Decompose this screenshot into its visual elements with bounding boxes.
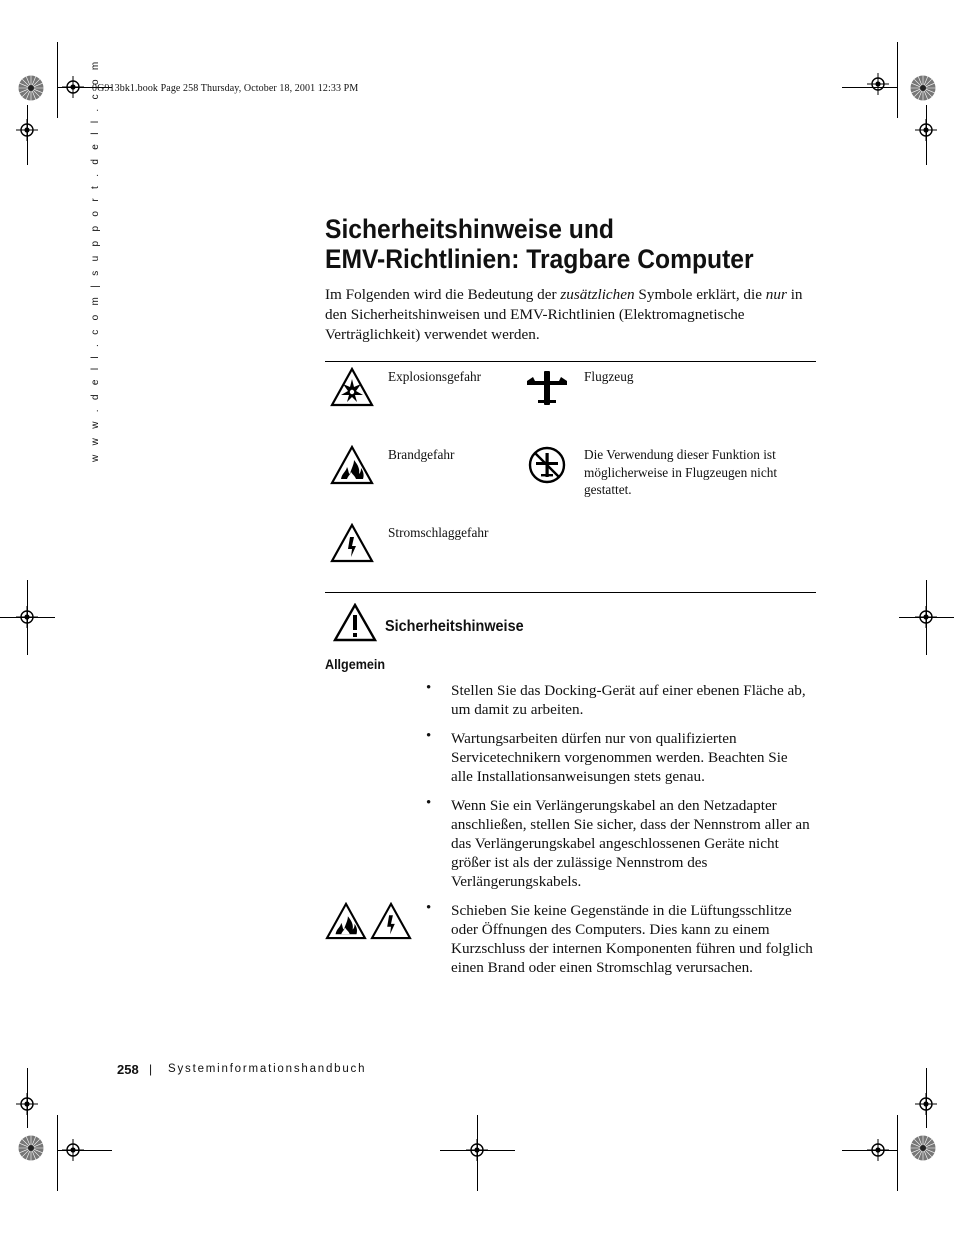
registration-mark-icon — [62, 1139, 84, 1161]
explosion-warning-icon — [330, 367, 374, 407]
intro-part1: Im Folgenden wird die Bedeutung der — [325, 286, 561, 303]
color-target-icon — [18, 1135, 44, 1161]
registration-mark-icon — [62, 76, 84, 98]
legend-no-airplane-label: Die Verwendung dieser Funktion ist möglicherweise in Flugzeugen nicht gestattet. — [584, 447, 778, 497]
bullet-marker: • — [426, 728, 432, 744]
color-target-icon — [18, 75, 44, 101]
print-info: 0G913bk1.book Page 258 Thursday, October 18, 2001 12:33 PM — [92, 83, 359, 94]
intro-part2: Symbole erklärt, die — [634, 286, 766, 303]
subsection-heading: Allgemein — [325, 657, 385, 672]
no-airplane-icon — [525, 445, 569, 485]
caution-warning-icon — [333, 603, 377, 643]
registration-mark-icon — [867, 73, 889, 95]
registration-mark-icon — [867, 1139, 889, 1161]
legend-shock-label: Stromschlaggefahr — [388, 525, 489, 540]
footer-separator: | — [149, 1062, 153, 1076]
bullet-marker: • — [426, 795, 432, 811]
color-target-icon — [910, 75, 936, 101]
registration-mark-icon — [16, 606, 38, 628]
list-item: Wenn Sie ein Verlängerungskabel an den Netzadapter anschließen, stellen Sie sicher, dass der Nennstrom aller an das Verlängerungskabel angeschlossenen Geräte nicht größer ist als der zulässige Nennstrom des Verlängerungskabels. — [451, 797, 810, 890]
registration-mark-icon — [16, 1093, 38, 1115]
title-line-2: EMV-Richtlinien: Tragbare Computer — [325, 244, 754, 274]
intro-paragraph — [325, 285, 825, 345]
legend-airplane-label: Flugzeug — [584, 369, 634, 384]
registration-mark-icon — [466, 1139, 488, 1161]
intro-italic2: nur — [765, 286, 787, 303]
intro-italic1: zusätzlichen — [560, 286, 635, 303]
electric-shock-warning-icon — [370, 902, 412, 940]
electric-shock-warning-icon — [330, 523, 374, 563]
list-item: Schieben Sie keine Gegenstände in die Lüftungsschlitze oder Öffnungen des Computers. Dies kann zu einem Kurzschluss der internen Komponenten führen und folglich einen Brand oder einen Stromschlag verursachen. — [451, 902, 813, 976]
bullet-marker: • — [426, 680, 432, 696]
list-item: Wartungsarbeiten dürfen nur von qualifizierten Servicetechnikern vorgenommen werden. Beachten Sie alle Installationsanweisungen stets genau. — [451, 730, 788, 785]
page-title — [325, 214, 809, 274]
registration-mark-icon — [915, 1093, 937, 1115]
divider-top — [325, 361, 816, 362]
registration-mark-icon — [16, 119, 38, 141]
registration-mark-icon — [915, 606, 937, 628]
registration-mark-icon — [915, 119, 937, 141]
legend-fire-label: Brandgefahr — [388, 447, 455, 462]
legend-explosion-label: Explosionsgefahr — [388, 369, 482, 384]
divider-bottom — [325, 592, 816, 593]
list-item: Stellen Sie das Docking-Gerät auf einer ebenen Fläche ab, um damit zu arbeiten. — [451, 682, 806, 718]
section-heading: Sicherheitshinweise — [385, 618, 524, 635]
title-line-1: Sicherheitshinweise und — [325, 214, 614, 244]
page-number: 258 — [117, 1062, 139, 1077]
color-target-icon — [910, 1135, 936, 1161]
fire-warning-icon — [330, 445, 374, 485]
fire-warning-icon — [325, 902, 367, 940]
book-title: Systeminformationshandbuch — [168, 1063, 367, 1075]
airplane-icon — [525, 367, 569, 407]
sidebar-url: w w w . d e l l . c o m | s u p p o r t . d e l l . c o m — [90, 58, 101, 462]
bullet-marker: • — [426, 900, 432, 916]
intro-part3: in den Sicherheitshinweisen und EMV-Richtlinien (Elektromagnetische Verträglichkeit) verwendet werden. — [325, 286, 803, 343]
